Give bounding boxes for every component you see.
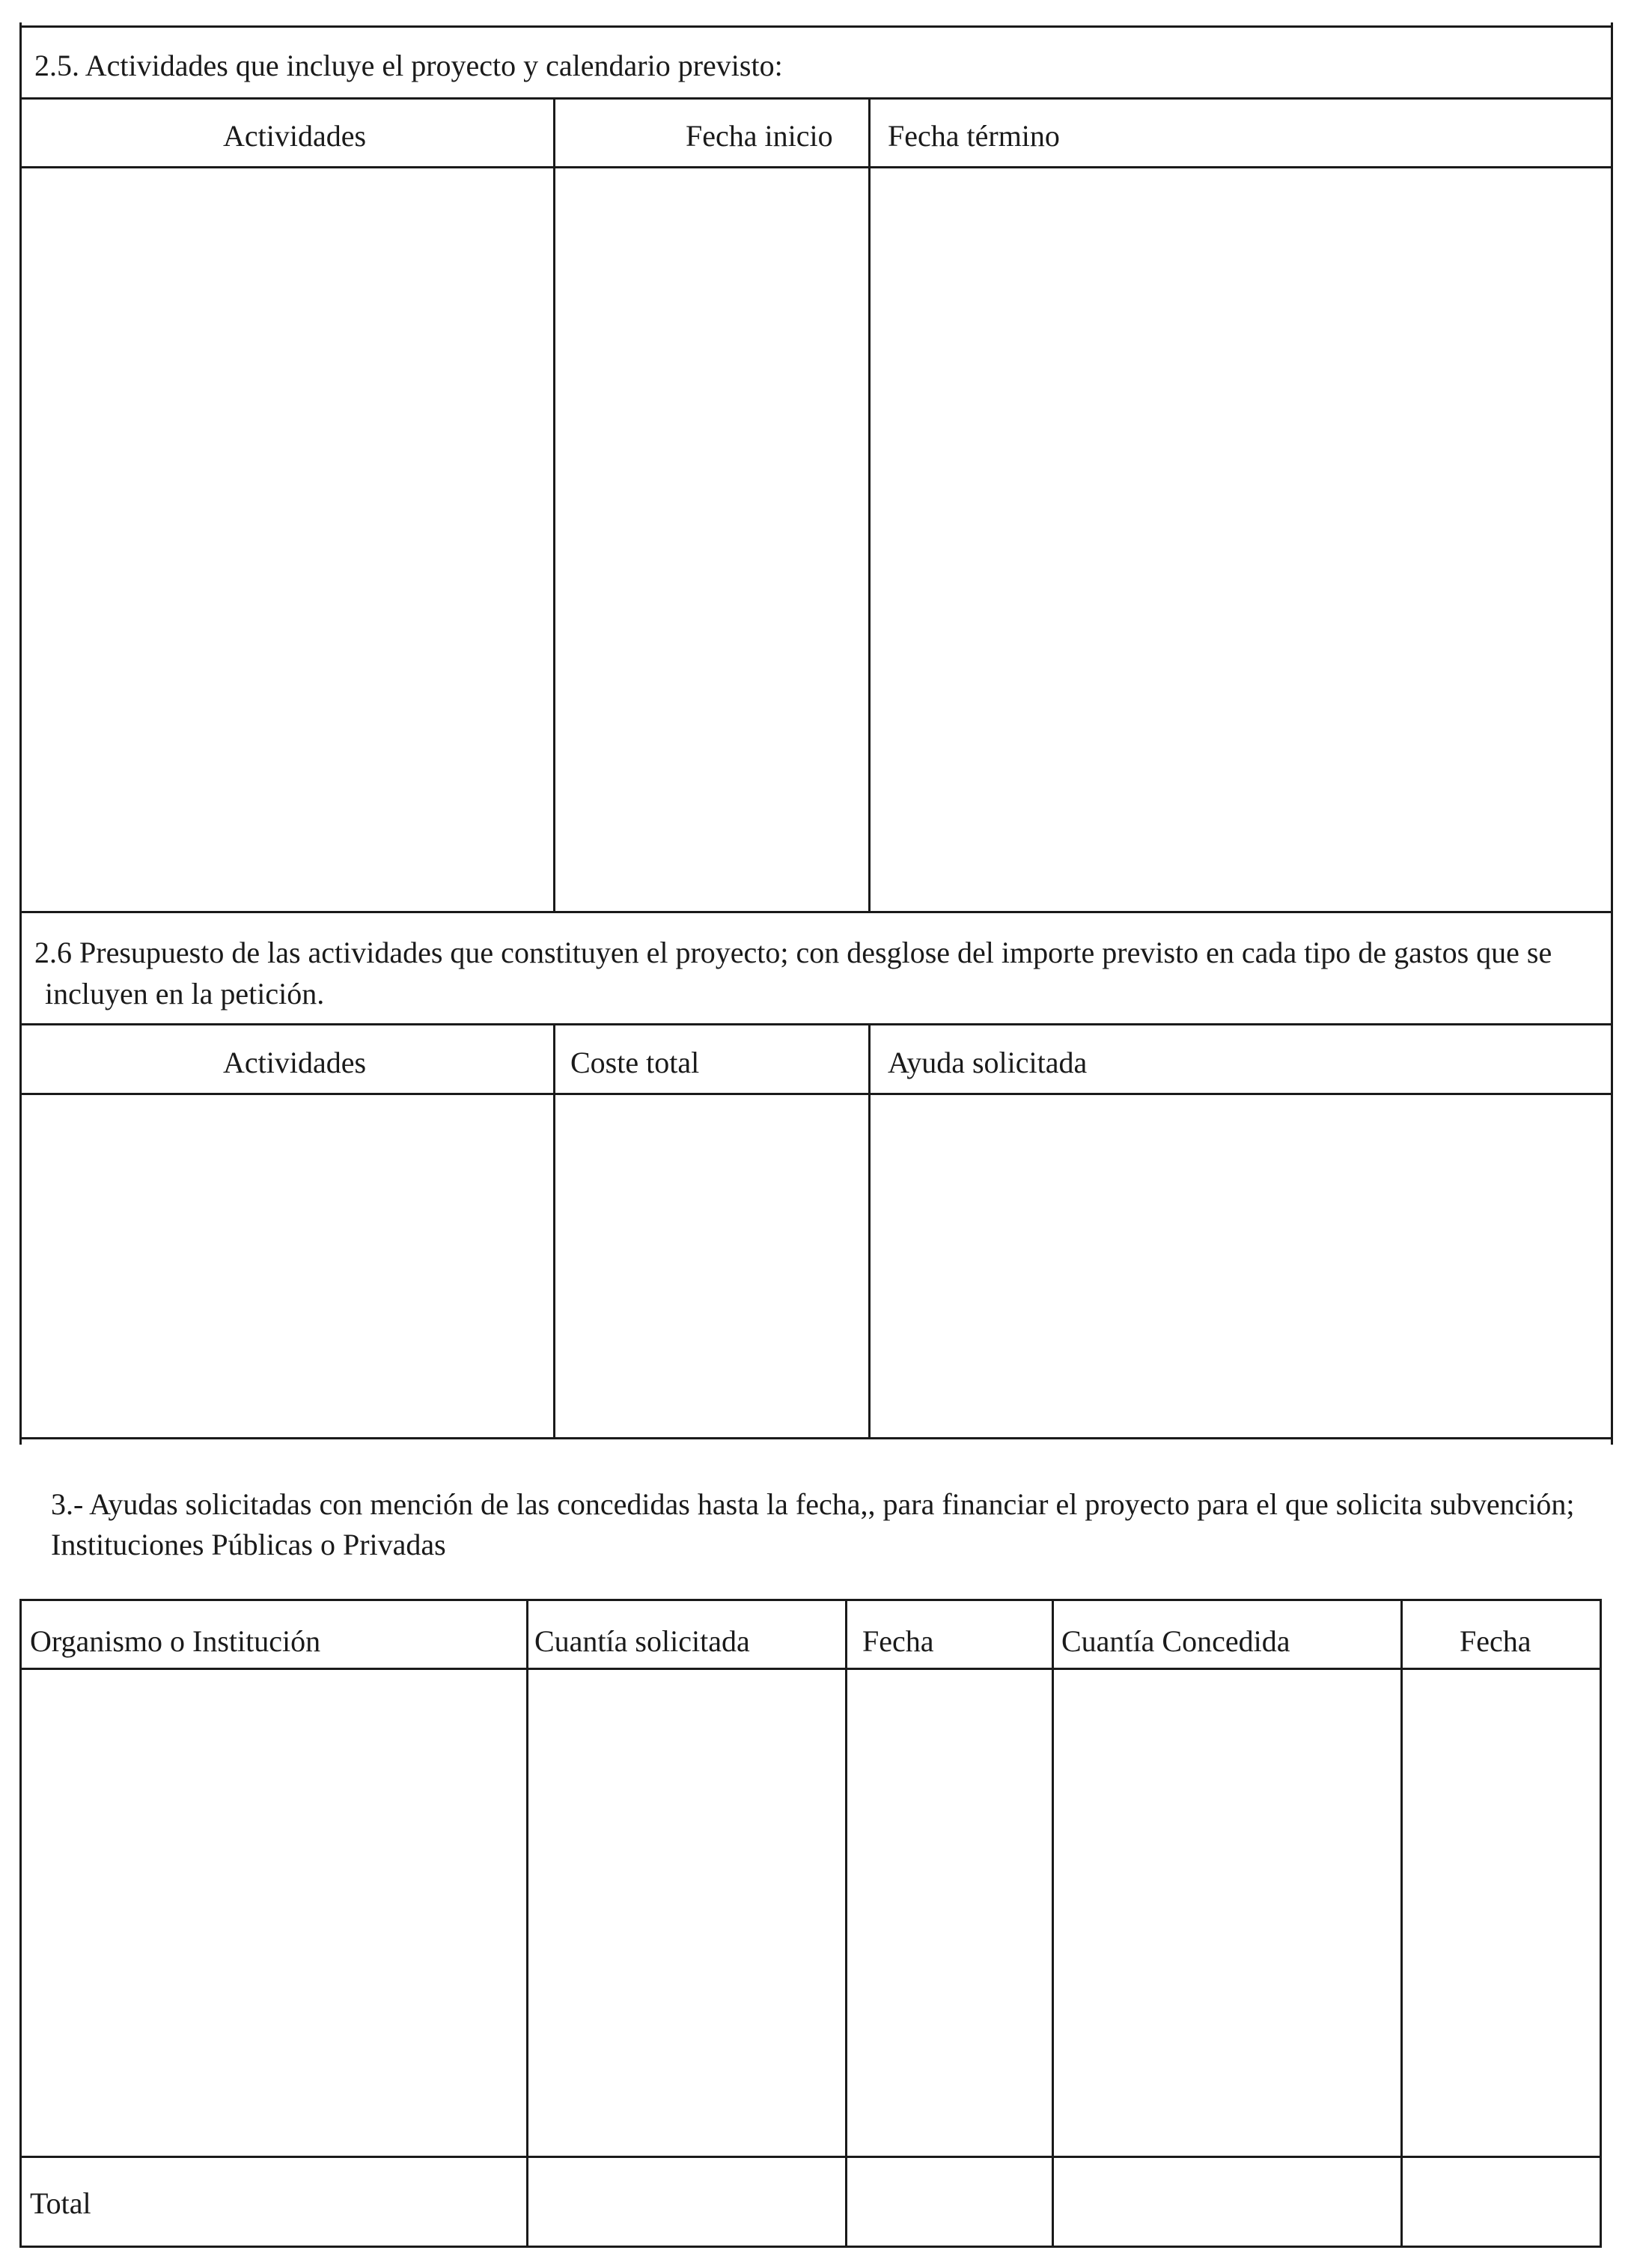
- column-header-fecha-inicio: Fecha inicio: [686, 119, 833, 153]
- cuantia-concedida-input-area[interactable]: [1055, 1671, 1400, 2155]
- rule: [19, 1023, 1613, 1025]
- col-divider: [1052, 1599, 1054, 2248]
- rule: [19, 166, 1613, 168]
- col-divider: [526, 1599, 528, 2248]
- actividades-input-area[interactable]: [22, 1096, 552, 1436]
- col-divider: [868, 1023, 871, 1439]
- total-fecha-input[interactable]: [848, 2159, 1051, 2245]
- column-header-cuantia-solicitada: Cuantía solicitada: [534, 1624, 750, 1658]
- total-fecha-concesion-input[interactable]: [1403, 2159, 1599, 2245]
- section-2-6-title-line2: incluyen en la petición.: [45, 977, 325, 1010]
- section-3-title-line2: Instituciones Públicas o Privadas: [51, 1528, 446, 1561]
- col-divider: [1400, 1599, 1403, 2248]
- border-left: [19, 22, 22, 1445]
- border-left: [19, 1599, 22, 2248]
- rule: [19, 1093, 1613, 1095]
- section-2-5-title: 2.5. Actividades que incluye el proyecto y calendario previsto:: [34, 49, 783, 82]
- section-3-title-line1: 3.- Ayudas solicitadas con mención de las concedidas hasta la fecha,, para financiar el proyecto para el que solicita subvención;: [51, 1487, 1575, 1521]
- border-top: [19, 1599, 1602, 1601]
- ayuda-solicitada-input-area[interactable]: [871, 1096, 1610, 1436]
- total-label: Total: [30, 2186, 91, 2220]
- border-right: [1611, 22, 1613, 1445]
- column-header-actividades: Actividades: [223, 119, 367, 153]
- rule: [19, 2156, 1602, 2158]
- col-divider: [553, 1023, 555, 1439]
- rule: [19, 97, 1613, 100]
- column-header-fecha-termino: Fecha término: [888, 119, 1060, 153]
- column-header-actividades: Actividades: [223, 1046, 367, 1079]
- border-bottom: [19, 2246, 1602, 2248]
- column-header-cuantia-concedida: Cuantía Concedida: [1061, 1624, 1290, 1658]
- fecha-solicitud-input-area[interactable]: [848, 1671, 1051, 2155]
- section-2-6-title-line1: 2.6 Presupuesto de las actividades que constituyen el proyecto; con desglose del importe previsto en cada tipo de gastos que se: [34, 936, 1552, 969]
- border-bottom: [19, 1437, 1613, 1439]
- total-cuantia-concedida-input[interactable]: [1055, 2159, 1400, 2245]
- cuantia-solicitada-input-area[interactable]: [529, 1671, 844, 2155]
- fecha-inicio-input-area[interactable]: [556, 169, 868, 910]
- total-cuantia-solicitada-input[interactable]: [529, 2159, 844, 2245]
- organismo-input-area[interactable]: [22, 1671, 525, 2155]
- actividades-input-area[interactable]: [22, 169, 552, 910]
- column-header-fecha: Fecha: [862, 1624, 934, 1658]
- column-header-fecha: Fecha: [1460, 1624, 1531, 1658]
- col-divider: [553, 97, 555, 913]
- column-header-coste-total: Coste total: [570, 1046, 700, 1079]
- col-divider: [845, 1599, 847, 2248]
- coste-total-input-area[interactable]: [556, 1096, 868, 1436]
- col-divider: [868, 97, 871, 913]
- rule: [19, 911, 1613, 913]
- border-top: [19, 25, 1613, 28]
- border-right: [1600, 1599, 1602, 2248]
- rule: [19, 1668, 1602, 1670]
- column-header-organismo: Organismo o Institución: [30, 1624, 321, 1658]
- column-header-ayuda-solicitada: Ayuda solicitada: [888, 1046, 1088, 1079]
- fecha-concesion-input-area[interactable]: [1403, 1671, 1599, 2155]
- fecha-termino-input-area[interactable]: [871, 169, 1610, 910]
